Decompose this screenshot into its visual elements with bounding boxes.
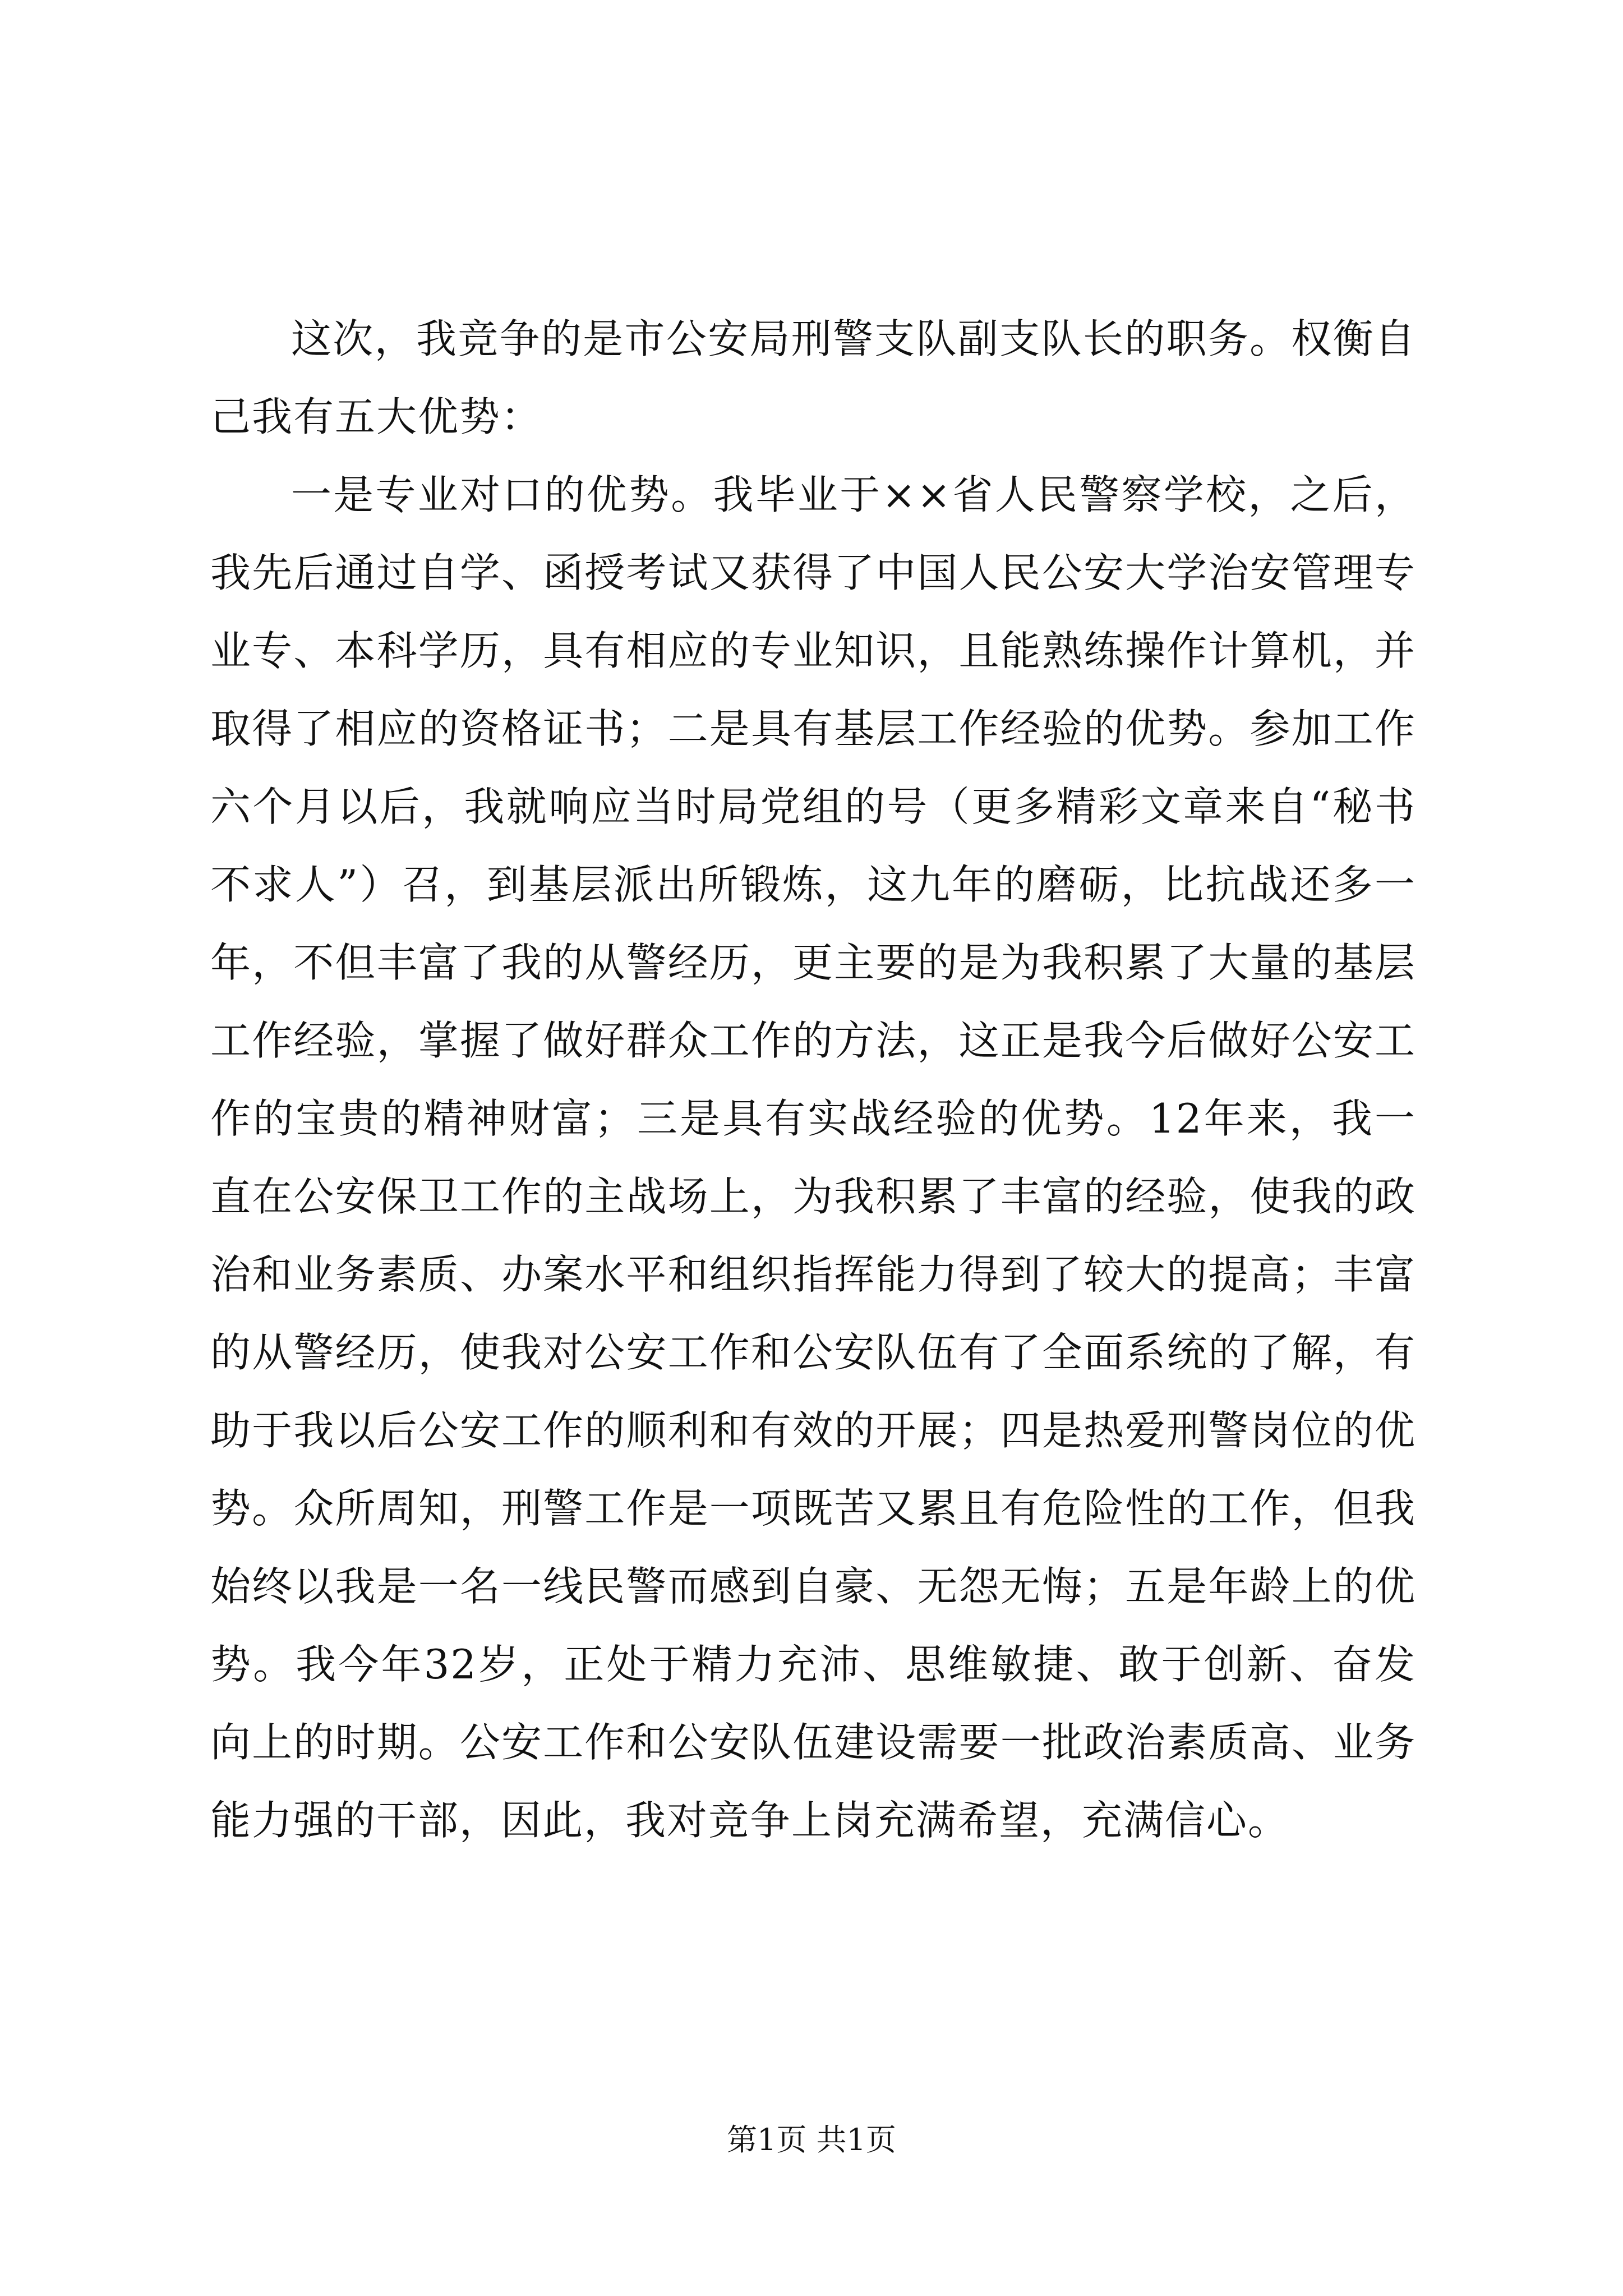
document-body bbox=[210, 300, 1416, 1860]
page-number: 第1页 共1页 bbox=[727, 2122, 896, 2157]
paragraph-intro: 这次，我竞争的是市公安局刑警支队副支队长的职务。权衡自己我有五大优势： bbox=[210, 315, 1416, 440]
page-footer bbox=[0, 2120, 1623, 2160]
paragraph-advantages: 一是专业对口的优势。我毕业于××省人民警察学校，之后，我先后通过自学、函授考试又获得了中国人民公安大学治安管理专业专、本科学历，具有相应的专业知识，且能熟练操作计算机，并取得了相应的资格证书；二是具有基层工作经验的优势。参加工作六个月以后，我就响应当时局党组的号（更多精彩文章来自“秘书不求人”）召，到基层派出所锻炼，这九年的磨砺，比抗战还多一年，不但丰富了我的从警经历，更主要的是为我积累了大量的基层工作经验，掌握了做好群众工作的方法，这正是我今后做好公安工作的宝贵的精神财富；三是具有实战经验的优势。12年来，我一直在公安保卫工作的主战场上，为我积累了丰富的经验，使我的政治和业务素质、办案水平和组织指挥能力得到了较大的提高；丰富的从警经历，使我对公安工作和公安队伍有了全面系统的了解，有助于我以后公安工作的顺利和有效的开展；四是热爱刑警岗位的优势。众所周知，刑警工作是一项既苦又累且有危险性的工作，但我始终以我是一名一线民警而感到自豪、无怨无悔；五是年龄上的优势。我今年32岁，正处于精力充沛、思维敏捷、敢于创新、奋发向上的时期。公安工作和公安队伍建设需要一批政治素质高、业务能力强的干部，因此，我对竞争上岗充满希望，充满信心。 bbox=[210, 471, 1416, 1844]
